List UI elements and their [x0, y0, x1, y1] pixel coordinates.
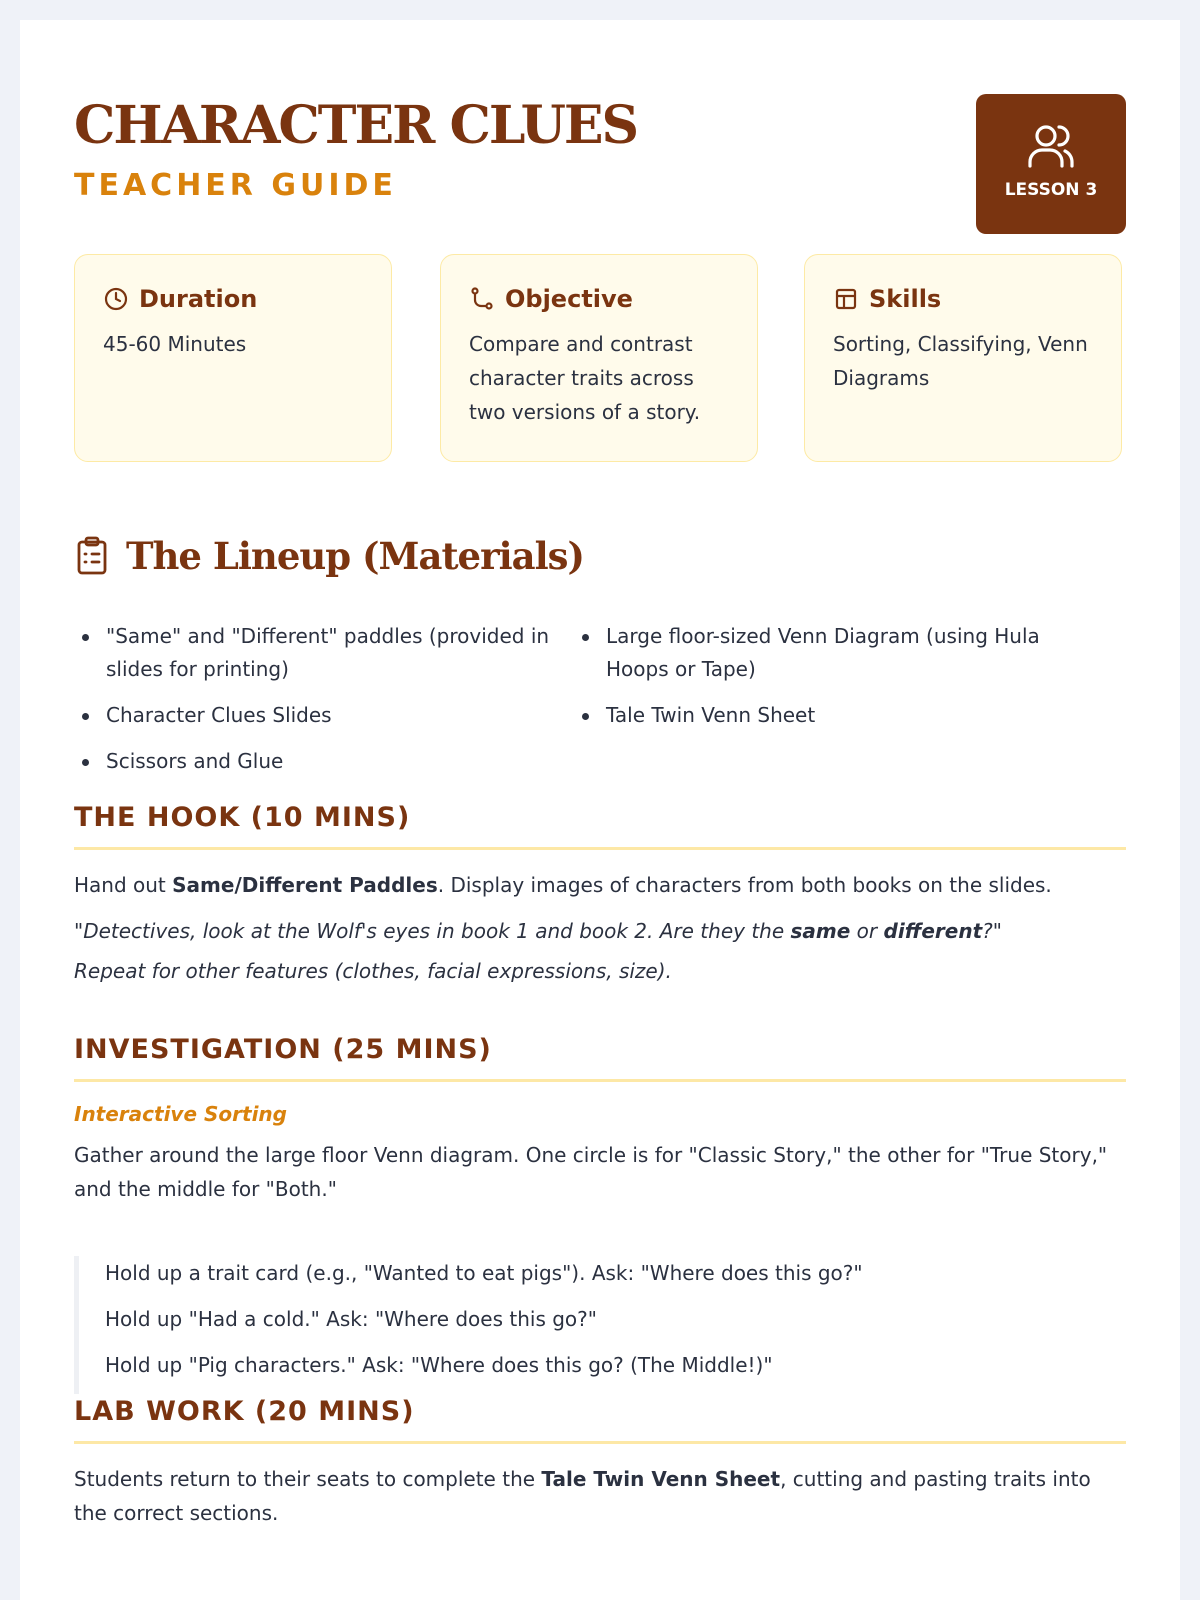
- list-item: Large floor-sized Venn Diagram (using Hula Hoops or Tape): [574, 620, 1054, 686]
- list-item: Tale Twin Venn Sheet: [574, 699, 1054, 732]
- step-item: Hold up "Pig characters." Ask: "Where does this go? (The Middle!)": [105, 1353, 773, 1377]
- investigation-heading: INVESTIGATION (25 MINS): [74, 1034, 1126, 1082]
- lab-heading: LAB WORK (20 MINS): [74, 1396, 1126, 1444]
- objective-card: [440, 254, 758, 462]
- skills-card: [804, 254, 1122, 462]
- investigation-subheading: Interactive Sorting: [74, 1102, 287, 1126]
- investigation-intro: Gather around the large floor Venn diagram. One circle is for "Classic Story," the other for "True Story," and the middle for "Both.": [74, 1143, 1108, 1201]
- layout-icon: [833, 286, 859, 312]
- step-item: Hold up "Had a cold." Ask: "Where does this go?": [105, 1307, 597, 1331]
- lesson-badge: [976, 94, 1126, 234]
- materials-list-left: [74, 620, 554, 791]
- page-subtitle: TEACHER GUIDE: [74, 168, 397, 203]
- objective-title: Objective: [505, 285, 633, 313]
- users-icon: [1026, 122, 1076, 170]
- header: [74, 78, 1126, 238]
- skills-text: Sorting, Classifying, Venn Diagrams: [833, 332, 1088, 390]
- hook-instructions: Hand out Same/Different Paddles. Display images of characters from both books on the slides.: [74, 873, 1052, 897]
- objective-text: Compare and contrast character traits across two versions of a story.: [469, 332, 701, 424]
- route-icon: [469, 286, 495, 312]
- list-item: "Same" and "Different" paddles (provided in slides for printing): [74, 620, 554, 686]
- hook-heading: THE HOOK (10 MINS): [74, 802, 1126, 850]
- skills-title: Skills: [869, 285, 942, 313]
- duration-value: 45-60 Minutes: [103, 332, 247, 356]
- materials-list-right: [574, 620, 1054, 745]
- investigation-steps: [74, 1256, 1074, 1394]
- guide-page: [20, 20, 1180, 1600]
- hook-repeat: Repeat for other features (clothes, facial expressions, size).: [74, 959, 672, 983]
- hook-quote: "Detectives, look at the Wolf's eyes in book 1 and book 2. Are they the same or different?": [74, 919, 1002, 943]
- clipboard-list-icon: [74, 536, 110, 576]
- materials-heading: [74, 534, 584, 578]
- duration-card: [74, 254, 392, 462]
- lab-instructions: Students return to their seats to complete the Tale Twin Venn Sheet, cutting and pasting traits into the correct sections.: [74, 1467, 1091, 1525]
- duration-title: Duration: [139, 285, 258, 313]
- info-cards: [74, 254, 1126, 464]
- clock-icon: [103, 286, 129, 312]
- materials-title: The Lineup (Materials): [126, 534, 585, 578]
- step-item: Hold up a trait card (e.g., "Wanted to eat pigs"). Ask: "Where does this go?": [105, 1261, 863, 1285]
- list-item: Scissors and Glue: [74, 745, 554, 778]
- list-item: Character Clues Slides: [74, 699, 554, 732]
- lesson-badge-label: LESSON 3: [1004, 180, 1098, 200]
- page-title: CHARACTER CLUES: [74, 95, 638, 156]
